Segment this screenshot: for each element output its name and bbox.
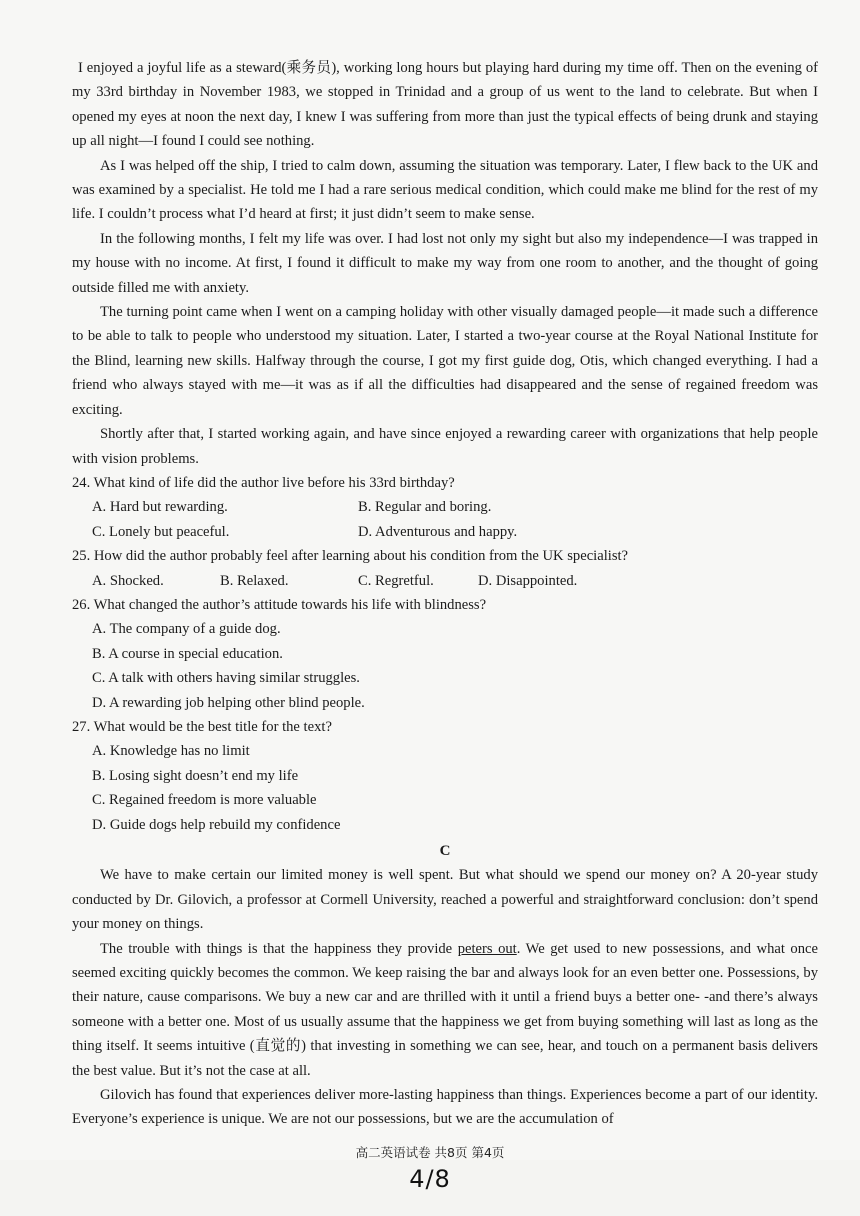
question-24-option-b: B. Regular and boring. [358, 499, 492, 516]
passage-b-paragraph-4: The turning point came when I went on a camping holiday with other visually damaged people—it made such a difference to be able to talk to people who understood my situation. Later, I started a two-year course at the Royal National Institute for the Blind, learning new skills. Halfway through the course, I got my first guide dog, Otis, which changed everything. I had a friend who always stayed with me—it was as if all the difficulties had disappeared and the sense of regained freedom was exciting. [72, 304, 818, 418]
question-26-option-b: B. A course in special education. [92, 645, 283, 662]
passage-b-paragraph-5: Shortly after that, I started working again, and have since enjoyed a rewarding career with organizations that help people with vision problems. [72, 426, 818, 467]
page-content [72, 56, 818, 1132]
underlined-phrase: peters out [457, 940, 517, 957]
question-25-option-a: A. Shocked. [92, 572, 164, 589]
question-24-option-d: D. Adventurous and happy. [358, 523, 518, 540]
passage-c-paragraph-1: We have to make certain our limited money is well spent. But what should we spend our money on? A 20-year study conducted by Dr. Gilovich, a professor at Cormell University, reached a powerful and straightforward conclusion: don’t spend your money on things. [72, 867, 818, 933]
question-27-option-b: B. Losing sight doesn’t end my life [92, 767, 299, 784]
question-25-option-c: C. Regretful. [358, 572, 434, 589]
passage-c-paragraph-2-rest: . We get used to new possessions, and what once seemed exciting quickly becomes the common. We keep raising the bar and always look for an even better one. Possessions, by their nature, cause comparisons. We buy a new car and are thrilled with it until a friend buys a better one- -and there’s always someone with a better one. Most of us usually assume that the happiness we get from buying something will last as long as the thing itself. It seems intuitive (直觉的) that investing in something we can see, hear, and touch on a permanent basis delivers the best value. But it’s not the case at all. [72, 940, 818, 1079]
question-24-options [72, 495, 818, 544]
question-26-option-a: A. The company of a guide dog. [92, 621, 281, 638]
question-25-options [72, 569, 818, 593]
question-24-stem: 24. What kind of life did the author live before his 33rd birthday? [72, 474, 455, 491]
question-25-option-d: D. Disappointed. [478, 572, 578, 589]
question-27-stem: 27. What would be the best title for the text? [72, 718, 332, 735]
exam-footer: 高二英语试卷 共8页 第4页 [355, 1145, 505, 1160]
question-25-option-b: B. Relaxed. [220, 572, 289, 589]
passage-b-paragraph-3: In the following months, I felt my life was over. I had lost not only my sight but also my independence—I was trapped in my house with no income. At first, I found it difficult to make my way from one room to another, and the thought of going outside filled me with anxiety. [72, 230, 818, 296]
question-26-option-d: D. A rewarding job helping other blind people. [92, 694, 365, 711]
passage-b-paragraph-1: I enjoyed a joyful life as a steward(乘务员), working long hours but playing hard during my time off. Then on the evening of my 33rd birthday in November 1983, we stopped in Trinidad and a group of us went to the land to celebrate. But when I opened my eyes at noon the next day, I knew I was suffering from more than just the typical effects of being drunk and staying up all night—I found I could see nothing. [72, 60, 818, 150]
passage-c-paragraph-2-start: The trouble with things is that the happiness they provide [100, 940, 458, 957]
question-24-option-a: A. Hard but rewarding. [92, 499, 228, 516]
question-27-option-a: A. Knowledge has no limit [92, 743, 250, 760]
question-27-option-d: D. Guide dogs help rebuild my confidence [92, 816, 341, 833]
passage-c-paragraph-2 [72, 937, 818, 1083]
question-27-option-c: C. Regained freedom is more valuable [92, 792, 317, 809]
question-26-options [72, 617, 818, 715]
question-25-stem: 25. How did the author probably feel after learning about his condition from the UK specialist? [72, 548, 629, 565]
question-26-stem: 26. What changed the author’s attitude towards his life with blindness? [72, 596, 487, 613]
question-24-option-c: C. Lonely but peaceful. [92, 523, 230, 540]
section-c-heading: C [439, 843, 451, 859]
passage-b-paragraph-2: As I was helped off the ship, I tried to calm down, assuming the situation was temporary. Later, I flew back to the UK and was examined by a specialist. He told me I had a rare serious medical condition, which could make me blind for the rest of my life. I couldn’t process what I’d heard at first; it just didn’t seem to make sense. [72, 157, 818, 223]
question-27-options [72, 739, 818, 837]
passage-c-paragraph-3: Gilovich has found that experiences deliver more-lasting happiness than things. Experiences become a part of our identity. Everyone’s experience is unique. We are not our possessions, but we are the accumulation of [72, 1087, 818, 1128]
page-indicator: 4/8 [409, 1165, 451, 1193]
question-26-option-c: C. A talk with others having similar struggles. [92, 670, 360, 687]
